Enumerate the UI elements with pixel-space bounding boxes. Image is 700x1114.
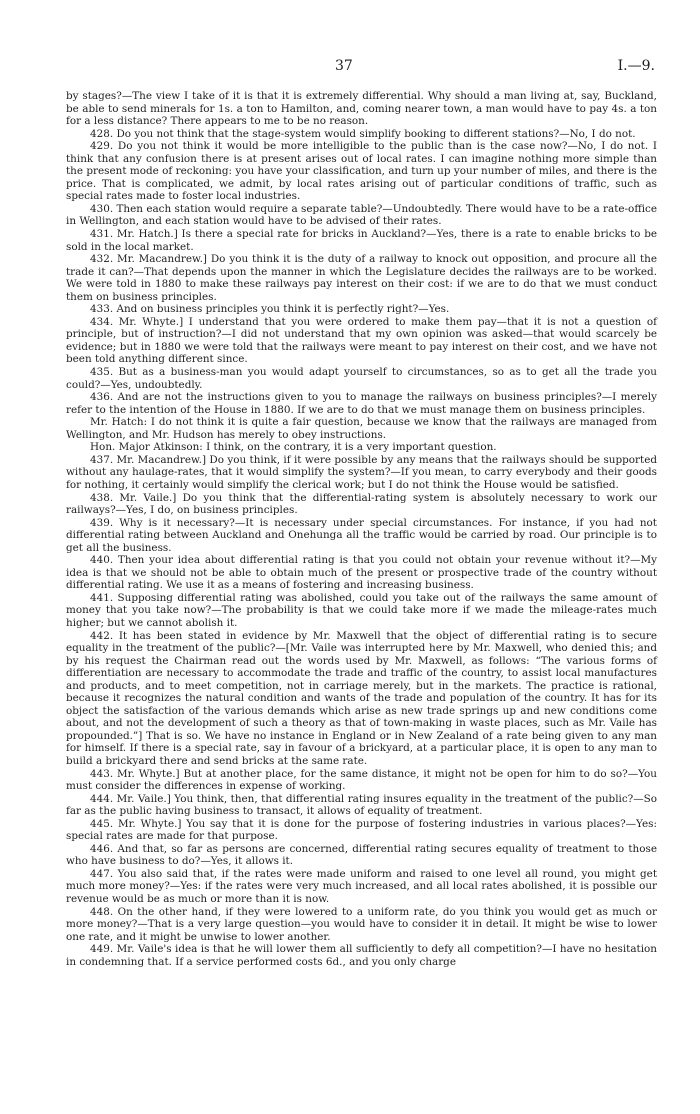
paragraph: 430. Then each station would require a separate table?—Undoubtedly. There would have to be a rate-office in Wellington, and each station would have to be advised of their rates. <box>66 202 657 228</box>
paragraph: Hon. Major Atkinson: I think, on the contrary, it is a very important question. <box>90 441 497 454</box>
document-reference: I.—9. <box>617 58 655 74</box>
paragraph: 441. Supposing differential rating was abolished, could you take out of the railways the same amount of money that you take now?—The probability is that we could take more if we made the mileage-rates much higher; but we cannot abolish it. <box>66 591 657 629</box>
paragraph: Mr. Hatch: I do not think it is quite a fair question, because we know that the railways are managed from Wellington, and Mr. Hudson has merely to obey instructions. <box>66 416 657 441</box>
page-number: 37 <box>335 58 353 74</box>
paragraph: 435. But as a business-man you would adapt yourself to circumstances, so as to get all the trade you could?—Yes, undoubtedly. <box>66 366 657 391</box>
paragraph: 446. And that, so far as persons are concerned, differential rating secures equality of treatment to those who have business to do?—Yes, it allows it. <box>66 842 657 868</box>
paragraph: 434. Mr. Whyte.] I understand that you were ordered to make them pay—that it is not a question of principle, but of instruction?—I did not understand that my own opinion was asked—that would scarcely be evidence; but in 1880 we were told that the railways were meant to pay interest on their cost, and we have not been told anything different since. <box>66 315 657 366</box>
paragraph: 431. Mr. Hatch.] Is there a special rate for bricks in Auckland?—Yes, there is a rate to enable bricks to be sold in the local market. <box>66 228 657 253</box>
paragraph: 442. It has been stated in evidence by Mr. Maxwell that the object of differential rating is to secure equality in the treatment of the public?—[Mr. Vaile was interrupted here by Mr. Maxwell, who denied this; and by his request the Chairman read out the words used by Mr. Maxwell, as follows: “The various forms of differentiation are necessary to accommodate the trade and traffic of the country, to assist local manufactures and products, and to meet competition, not in carriage merely, but in the markets. The practice is rational, because it recognizes the natural condition and wants of the trade and population of the country. It has for its object the satisfaction of the various demands which arise as new trade springs up and new conditions come about, and not the development of such a theory as that of town-making in waste places, such as Mr. Vaile has propounded.”] That is so. We have no instance in England or in New Zealand of a rate being given to any man for himself. If there is a special rate, say in favour of a brickyard, at a particular place, it is open to any man to build a brickyard there and send bricks at the same rate. <box>66 629 657 767</box>
paragraph: 443. Mr. Whyte.] But at another place, for the same distance, it might not be open for him to do so?—You must consider the differences in expense of working. <box>66 767 657 793</box>
paragraph: 436. And are not the instructions given to you to manage the railways on business principles?—I merely refer to the intention of the House in 1880. If we are to do that we must manage them on business principles. <box>66 391 657 416</box>
paragraph: 438. Mr. Vaile.] Do you think that the differential-rating system is absolutely necessary to work our railways?—Yes, I do, on business principles. <box>66 491 657 517</box>
paragraph: 439. Why is it necessary?—It is necessary under special circumstances. For instance, if you had not differential rating between Auckland and Onehunga all the traffic would be carried by road. Our principle is to get all the business. <box>66 516 657 554</box>
document-body <box>66 90 657 968</box>
paragraph: 448. On the other hand, if they were lowered to a uniform rate, do you think you would get as much or more money?—That is a very large question—you would have to consider it in detail. It might be wise to lower one rate, and it might be unwise to lower another. <box>66 905 657 943</box>
paragraph: 447. You also said that, if the rates were made uniform and raised to one level all round, you might get much more money?—Yes: if the rates were very much increased, and all local rates abolished, it is possible our revenue would be as much or more than it is now. <box>66 867 657 905</box>
paragraph: by stages?—The view I take of it is that it is extremely differential. Why should a man living at, say, Buckland, be able to send minerals for 1s. a ton to Hamilton, and, coming nearer town, a man would have to pay 4s. a ton for a less distance? There appears to me to be no reason. <box>66 90 657 128</box>
paragraph: 440. Then your idea about differential rating is that you could not obtain your revenue without it?—My idea is that we should not be able to obtain much of the present or prospective trade of the country without differential rating. We use it as a means of fostering and increasing business. <box>66 554 657 592</box>
paragraph: 428. Do you not think that the stage-system would simplify booking to different stations?—No, I do not. <box>90 127 636 140</box>
paragraph: 432. Mr. Macandrew.] Do you think it is the duty of a railway to knock out opposition, and procure all the trade it can?—That depends upon the manner in which the Legislature decides the railways are to be worked. We were told in 1880 to make these railways pay interest on their cost: if we are to do that we must conduct them on business principles. <box>66 253 657 303</box>
paragraph: 449. Mr. Vaile's idea is that he will lower them all sufficiently to defy all competition?—I have no hesitation in condemning that. If a service performed costs 6d., and you only charge <box>66 943 657 968</box>
paragraph: 445. Mr. Whyte.] You say that it is done for the purpose of fostering industries in various places?—Yes: special rates are made for that purpose. <box>66 817 657 843</box>
paragraph: 433. And on business principles you think it is perfectly right?—Yes. <box>90 303 450 316</box>
page-header <box>0 58 700 76</box>
paragraph: 429. Do you not think it would be more intelligible to the public than is the case now?—No, I do not. I think that any confusion there is at present arises out of local rates. I can imagine nothing more simple than the present mode of reckoning: you have your classification, and turn up your number of miles, and there is the price. That is complicated, we admit, by local rates arising out of particular conditions of traffic, such as special rates made to foster local industries. <box>66 140 657 203</box>
paragraph: 444. Mr. Vaile.] You think, then, that differential rating insures equality in the treatment of the public?—So far as the public having business to transact, it allows of equality of treatment. <box>66 792 657 818</box>
paragraph: 437. Mr. Macandrew.] Do you think, if it were possible by any means that the railways should be supported without any haulage-rates, that it would simplify the system?—If you mean, to carry everybody and their goods for nothing, it certainly would simplify the clerical work; but I do not think the House would be satisfied. <box>66 453 657 491</box>
